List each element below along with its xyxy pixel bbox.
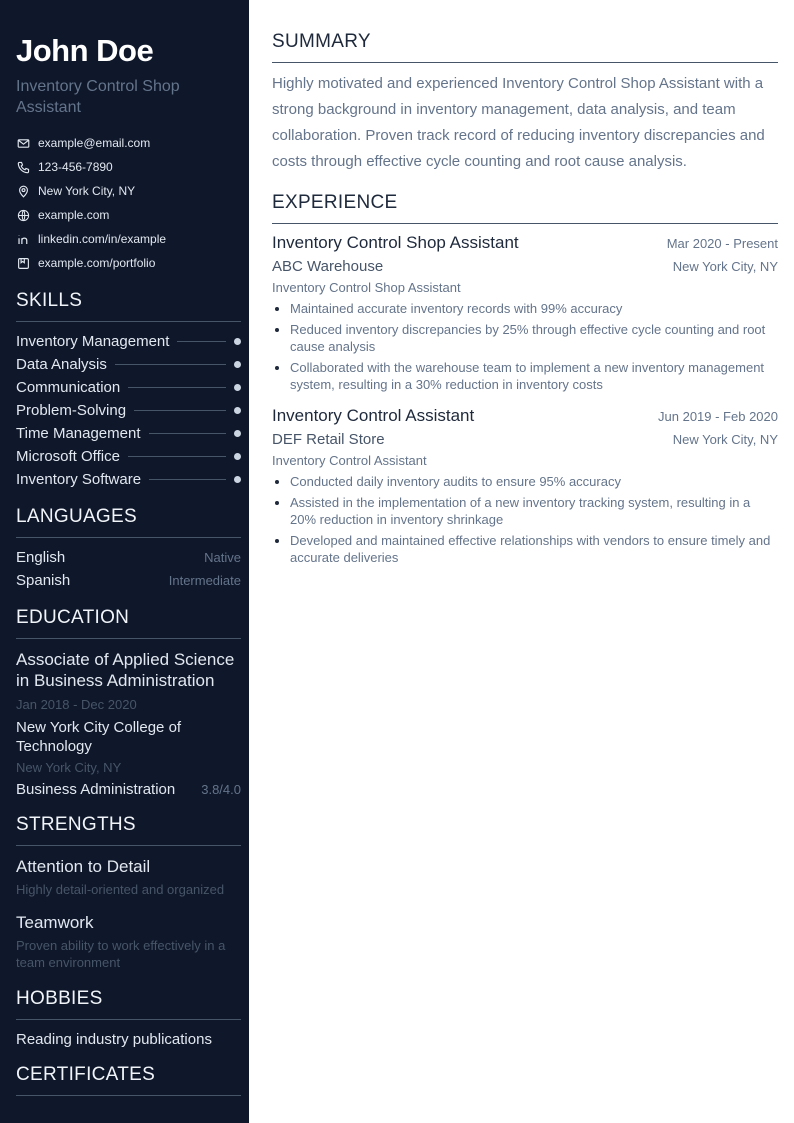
strength-desc: Proven ability to work effectively in a team environment [16,938,226,970]
main-content [272,30,778,578]
skill-item [16,330,241,353]
language-name: English [16,549,66,566]
education-heading: EDUCATION [16,606,241,639]
languages-list [16,546,241,592]
skill-item [16,468,241,491]
experience-entry [272,405,778,566]
hobby-item: Reading industry publications [16,1031,212,1048]
job-subtitle: Inventory Control Shop Assistant [272,280,461,295]
job-bullets [272,473,778,566]
contact-linkedin[interactable] [16,227,241,251]
certificates-heading: CERTIFICATES [16,1063,241,1096]
skill-label: Microsoft Office [16,448,120,465]
languages-heading: LANGUAGES [16,505,241,538]
contact-location-text: New York City, NY [38,184,136,198]
job-title: Inventory Control Shop Assistant [272,233,519,252]
contact-website-text: example.com [38,208,110,222]
education-degree: Associate of Applied Science in Business Administration [16,650,235,690]
job-header [272,405,778,427]
skill-label: Inventory Management [16,333,170,350]
skill-item [16,376,241,399]
skill-item [16,445,241,468]
job-location: New York City, NY [672,259,778,274]
person-name: John Doe [16,33,154,68]
language-item [16,569,241,592]
summary-heading: SUMMARY [272,30,778,63]
contact-phone-text: 123-456-7890 [38,160,113,174]
job-company: DEF Retail Store [272,431,385,448]
skill-label: Time Management [16,425,141,442]
location-icon [16,184,30,198]
contact-website[interactable] [16,203,241,227]
contact-list [16,131,241,275]
summary-text: Highly motivated and experienced Inventory Control Shop Assistant with a strong background in inventory management, data analysis, and team collaboration. Proven track record of reducing inventory discrepancies and costs through effective cycle counting and root cause analysis. [272,75,765,170]
skill-label: Communication [16,379,121,396]
skill-dot-icon [234,384,241,391]
language-item [16,546,241,569]
strength-title: Attention to Detail [16,857,151,876]
skill-label: Data Analysis [16,356,107,373]
skills-list [16,330,241,491]
strength-title: Teamwork [16,913,94,932]
contact-linkedin-text: linkedin.com/in/example [38,232,167,246]
job-company-row [272,254,778,277]
skill-dot-icon [234,476,241,483]
job-dates: Mar 2020 - Present [666,236,778,251]
language-level: Native [204,550,241,565]
job-subtitle: Inventory Control Assistant [272,453,427,468]
contact-email-text: example@email.com [38,136,151,150]
education-entry [16,649,241,799]
sidebar [0,0,249,1123]
portfolio-icon [16,256,30,270]
hobbies-heading: HOBBIES [16,987,241,1020]
globe-icon [16,208,30,222]
strengths-heading: STRENGTHS [16,813,241,846]
phone-icon [16,160,30,174]
person-role: Inventory Control Shop Assistant [16,78,180,116]
skill-dot-icon [234,407,241,414]
education-dates: Jan 2018 - Dec 2020 [16,697,137,712]
skill-dot-icon [234,361,241,368]
skills-heading: SKILLS [16,289,241,322]
education-field-row [16,780,241,799]
job-dates: Jun 2019 - Feb 2020 [658,409,778,424]
contact-portfolio[interactable] [16,251,241,275]
education-location: New York City, NY [16,760,122,775]
skill-dot-icon [234,453,241,460]
job-bullet: Assisted in the implementation of a new inventory tracking system, resulting in a 20% reduction in inventory shrinkage [272,494,778,528]
language-name: Spanish [16,572,71,589]
linkedin-icon [16,232,30,246]
skill-item [16,422,241,445]
skill-dot-icon [234,430,241,437]
job-bullet: Collaborated with the warehouse team to implement a new inventory management system, resulting in a 30% reduction in inventory costs [272,359,778,393]
education-field: Business Administration [16,781,176,798]
skill-item [16,399,241,422]
job-bullet: Reduced inventory discrepancies by 25% through effective cycle counting and root cause analysis [272,321,778,355]
contact-portfolio-text: example.com/portfolio [38,256,156,270]
contact-location [16,179,241,203]
job-bullets [272,300,778,393]
contact-email[interactable] [16,131,241,155]
contact-phone[interactable] [16,155,241,179]
strength-desc: Highly detail-oriented and organized [16,882,225,897]
skill-label: Problem-Solving [16,402,127,419]
job-header [272,232,778,254]
job-location: New York City, NY [672,432,778,447]
experience-entry [272,232,778,393]
email-icon [16,136,30,150]
job-company-row [272,427,778,450]
education-school: New York City College of Technology [16,719,182,755]
experience-heading: EXPERIENCE [272,191,778,224]
education-gpa: 3.8/4.0 [201,782,241,797]
skill-item [16,353,241,376]
strengths-list [16,856,241,971]
skill-label: Inventory Software [16,471,142,488]
skill-dot-icon [234,338,241,345]
job-company: ABC Warehouse [272,258,384,275]
job-bullet: Developed and maintained effective relationships with vendors to ensure timely and accurate deliveries [272,532,778,566]
job-bullet: Maintained accurate inventory records with 99% accuracy [272,300,778,317]
language-level: Intermediate [168,573,241,588]
job-title: Inventory Control Assistant [272,406,475,425]
job-bullet: Conducted daily inventory audits to ensure 95% accuracy [272,473,778,490]
